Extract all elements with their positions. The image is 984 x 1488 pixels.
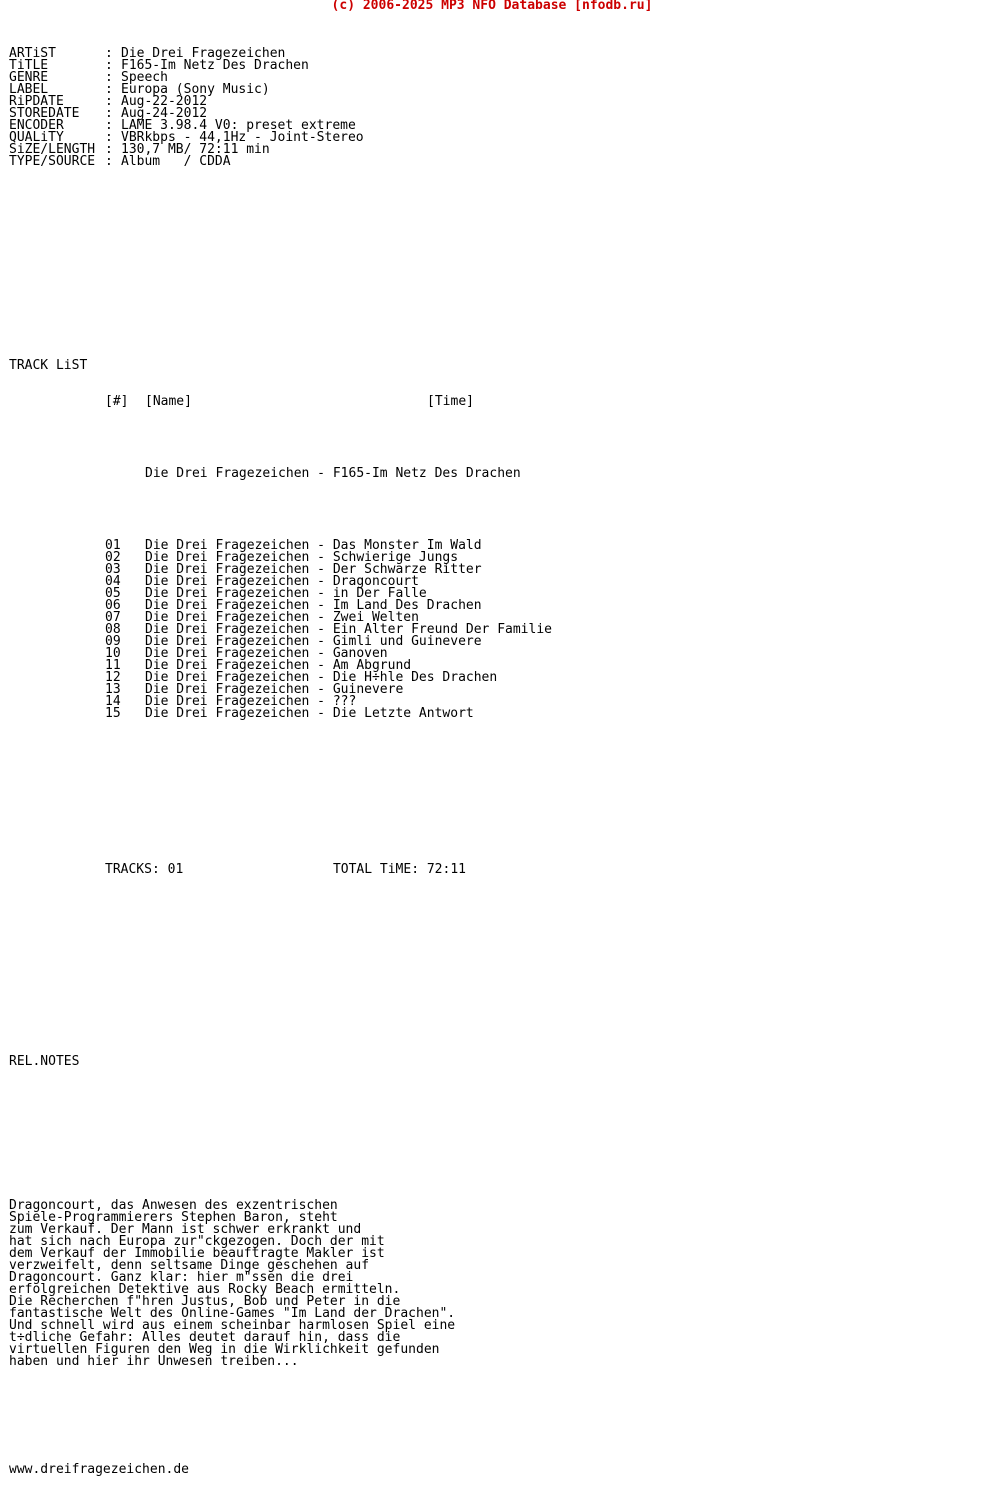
notes-line: Dragoncourt, das Anwesen des exzentrischen [9,1198,338,1213]
total-time: TOTAL TiME: 72:11 [332,862,466,877]
info-separator: : [105,154,113,169]
info-separator: : [105,142,113,157]
col-name-header: [Name] [145,394,192,409]
track-name: Die Drei Fragezeichen - Die Letzte Antwort [145,706,474,721]
info-value: Aug-22-2012 [121,94,208,109]
website-link[interactable]: www.dreifragezeichen.de [9,1462,190,1477]
track-number: 13 [105,682,121,697]
album-title: Die Drei Fragezeichen - F165-Im Netz Des Drachen [145,466,521,481]
info-key: QUALiTY [9,130,64,145]
info-key: ARTiST [9,46,56,61]
track-name: Die Drei Fragezeichen - Das Monster Im Wald [145,538,482,553]
track-name: Die Drei Fragezeichen - ??? [145,694,357,709]
info-separator: : [105,130,113,145]
notes-line: Und schnell wird aus einem scheinbar harmlosen Spiel eine [9,1318,456,1333]
album-line [9,468,552,480]
release-notes [9,1200,552,1368]
notes-line: hat sich nach Europa zur"ckgezogen. Doch der mit [9,1234,385,1249]
info-key: TiTLE [9,58,49,73]
track-number: 14 [105,694,121,709]
track-number: 02 [105,550,121,565]
tracklist-summary [9,864,552,876]
track-number: 10 [105,646,121,661]
col-num-header: [#] [105,394,129,409]
nfo-document [9,24,552,1488]
notes-line: verzweifelt, denn seltsame Dinge geschehen auf [9,1258,370,1273]
track-name: Die Drei Fragezeichen - Die H÷hle Des Drachen [145,670,498,685]
info-key: STOREDATE [9,106,80,121]
notes-line: dem Verkauf der Immobilie beauftragte Makler ist [9,1246,385,1261]
info-row [9,96,552,108]
notes-line: Spiele-Programmierers Stephen Baron, steht [9,1210,338,1225]
notes-line: haben und hier ihr Unwesen treiben... [9,1354,299,1369]
info-value: F165-Im Netz Des Drachen [121,58,309,73]
info-value: Speech [121,70,168,85]
info-row [9,156,552,168]
info-row [9,60,552,72]
info-value: LAME 3.98.4 V0: preset extreme [121,118,356,133]
notes-line: fantastische Welt des Online-Games "Im Land der Drachen". [9,1306,456,1321]
track-name: Die Drei Fragezeichen - Am Abgrund [145,658,412,673]
info-row [9,72,552,84]
info-key: SiZE/LENGTH [9,142,96,157]
info-value: Die Drei Fragezeichen [121,46,286,61]
tracklist-heading: TRACK LiST [9,358,88,373]
info-separator: : [105,82,113,97]
info-key: ENCODER [9,118,64,133]
info-separator: : [105,94,113,109]
info-key: TYPE/SOURCE [9,154,96,169]
col-time-header: [Time] [427,394,474,409]
track-number: 11 [105,658,121,673]
info-separator: : [105,70,113,85]
track-name: Die Drei Fragezeichen - Guinevere [145,682,404,697]
info-value: VBRkbps - 44,1Hz - Joint-Stereo [121,130,364,145]
info-value: Aug-24-2012 [121,106,208,121]
notes-line: Die Recherchen f"hren Justus, Bob und Peter in die [9,1294,401,1309]
tracklist-header-row [9,396,552,408]
notes-line: zum Verkauf. Der Mann ist schwer erkrankt und [9,1222,362,1237]
track-name: Die Drei Fragezeichen - Zwei Welten [145,610,419,625]
track-number: 09 [105,634,121,649]
track-number: 08 [105,622,121,637]
track-name: Die Drei Fragezeichen - Gimli und Guinevere [145,634,482,649]
nfodb-banner[interactable]: (c) 2006-2025 MP3 NFO Database [nfodb.ru] [331,0,653,13]
info-separator: : [105,106,113,121]
info-row [9,84,552,96]
track-name: Die Drei Fragezeichen - Der Schwarze Ritter [145,562,482,577]
track-number: 12 [105,670,121,685]
tracks-count: TRACKS: 01 [105,862,184,877]
track-number: 04 [105,574,121,589]
notes-heading: REL.NOTES [9,1054,80,1069]
info-key: LABEL [9,82,49,97]
notes-line: Dragoncourt. Ganz klar: hier m"ssen die drei [9,1270,354,1285]
info-value: Europa (Sony Music) [121,82,270,97]
notes-line: t÷dliche Gefahr: Alles deutet darauf hin, dass die [9,1330,401,1345]
track-name: Die Drei Fragezeichen - Dragoncourt [145,574,419,589]
track-list [9,540,552,720]
track-number: 01 [105,538,121,553]
track-name: Die Drei Fragezeichen - Ganoven [145,646,388,661]
track-name: Die Drei Fragezeichen - Schwierige Jungs [145,550,459,565]
track-number: 07 [105,610,121,625]
info-separator: : [105,118,113,133]
track-name: Die Drei Fragezeichen - Ein Alter Freund Der Familie [145,622,552,637]
track-number: 05 [105,586,121,601]
info-key: RiPDATE [9,94,64,109]
info-key: GENRE [9,70,49,85]
track-name: Die Drei Fragezeichen - in Der Falle [145,586,427,601]
release-info [9,48,552,168]
track-number: 15 [105,706,121,721]
notes-line: virtuellen Figuren den Weg in die Wirklichkeit gefunden [9,1342,440,1357]
track-name: Die Drei Fragezeichen - Im Land Des Drachen [145,598,482,613]
track-row [9,708,552,720]
info-separator: : [105,58,113,73]
track-number: 03 [105,562,121,577]
notes-line: erfolgreichen Detektive aus Rocky Beach ermitteln. [9,1282,401,1297]
info-separator: : [105,46,113,61]
track-number: 06 [105,598,121,613]
info-value: 130,7 MB/ 72:11 min [121,142,270,157]
info-value: Album / CDDA [121,154,231,169]
